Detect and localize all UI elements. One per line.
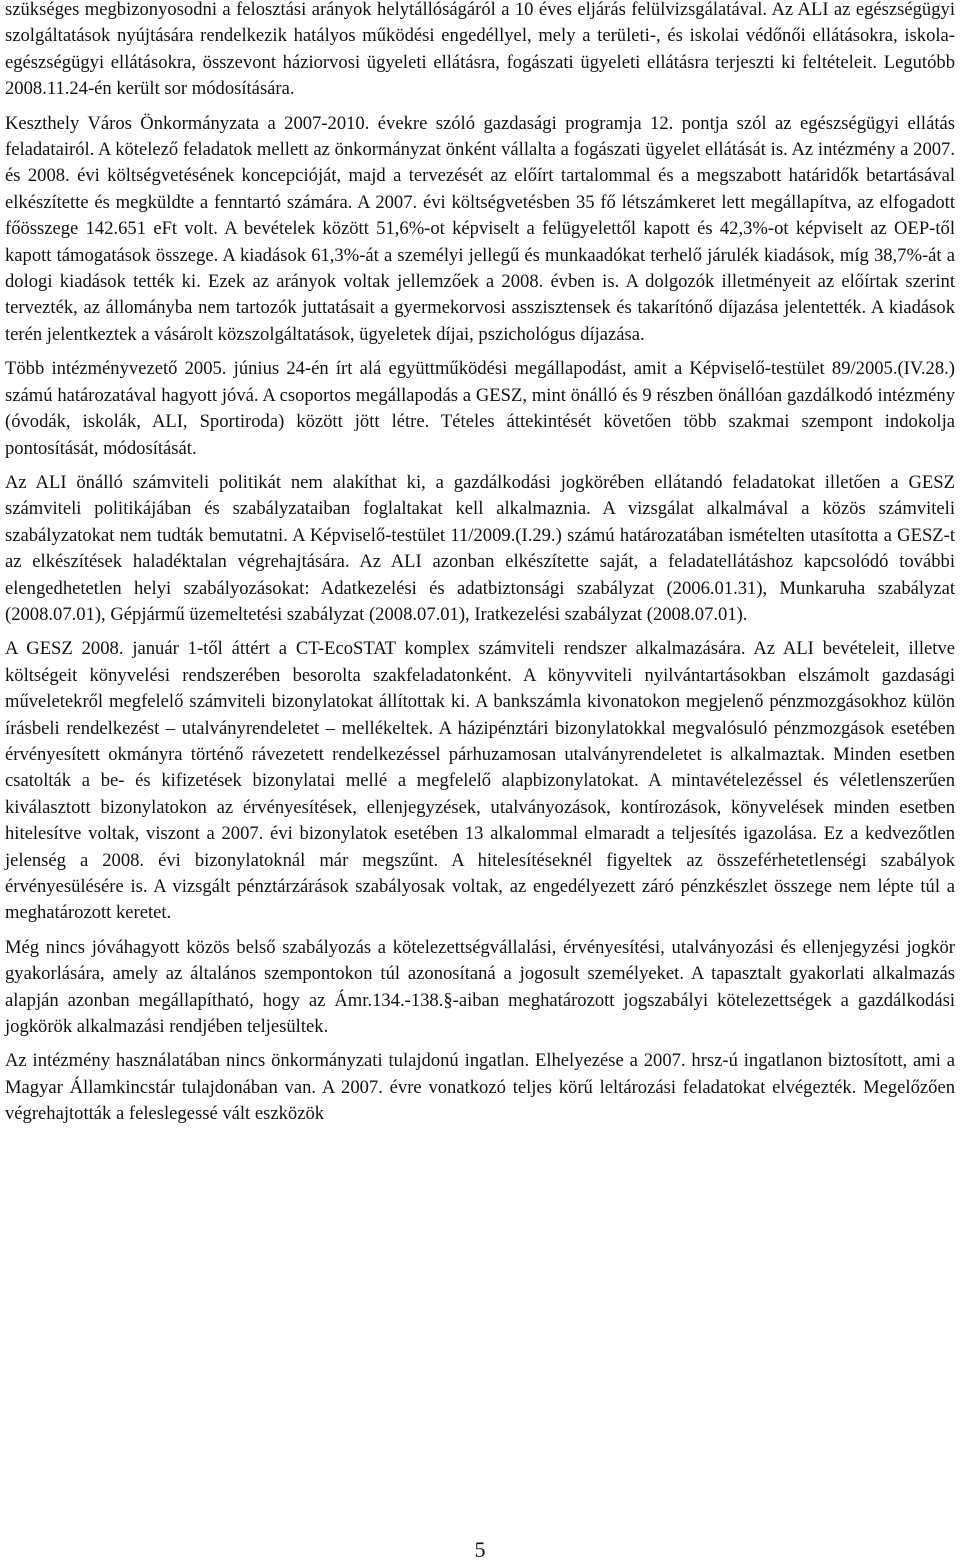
page-number: 5 bbox=[474, 1537, 486, 1562]
paragraph-7: Az intézmény használatában nincs önkormányzati tulajdonú ingatlan. Elhelyezése a 2007. hrsz-ú ingatlanon biztosított, ami a Magyar Államkincstár tulajdonában van. A 2007. évre vonatkozó teljes körű leltározási feladatokat elvégezték. Megelőzően végrehajtották a feleslegessé vált eszközök bbox=[5, 1050, 955, 1125]
document-page bbox=[5, 0, 955, 1128]
paragraph-2: Keszthely Város Önkormányzata a 2007-2010. évekre szóló gazdasági programja 12. pontja szól az egészségügyi ellátás feladatairól. A kötelező feladatok mellett az önkormányzat önként vállalta a fogászati ügyelet ellátását is. Az intézmény a 2007. és 2008. évi költségvetésének koncepcióját, majd a tervezését az előírt tartalommal és a megszabott határidők betartásával elkészítette és megküldte a fenntartó számára. A 2007. évi költségvetésben 35 fő létszámkeret lett megállapítva, az elfogadott főösszege 142.651 eFt volt. A bevételek között 51,6%-ot képviselt a felügyelettől kapott és 42,3%-ot képviselt az OEP-től kapott támogatások összege. A kiadások 61,3%-át a személyi jellegű és munkaadókat terhelő járulék kiadások, míg 38,7%-át a dologi kiadások tették ki. Ezek az arányok voltak jellemzőek a 2008. évben is. A dolgozók illetményeit az előírtak szerint tervezték, az állományba nem tartozók juttatásait a gyermekorvosi asszisztensek és takarítónő díjazása jelentették. A kiadások terén jelentkeztek a vásárolt közszolgáltatások, ügyeletek díjai, pszichológus díjazása. bbox=[5, 112, 955, 345]
paragraph-3: Több intézményvezető 2005. június 24-én írt alá együttműködési megállapodást, amit a Képviselő-testület 89/2005.(IV.28.) számú határozatával hagyott jóvá. A csoportos megállapodás a GESZ, mint önálló és 9 részben önállóan gazdálkodó intézmény (óvodák, iskolák, ALI, Sportiroda) között jött létre. Tételes áttekintését követően több szakmai szempont indokolja pontosítását, módosítását. bbox=[5, 358, 955, 459]
paragraph-5: A GESZ 2008. január 1-től áttért a CT-EcoSTAT komplex számviteli rendszer alkalmazására. Az ALI bevételeit, illetve költségeit könyvelési rendszerében besorolta szakfeladatonként. A könyvviteli nyilvántartásokban elszámolt gazdasági műveletekről megfelelő számviteli bizonylatokat állítottak ki. A bankszámla kivonatokon megjelenő pénzmozgásokhoz külön írásbeli rendelkezést – utalványrendeletet – mellékeltek. A házipénztári bizonylatokkal megvalósuló pénzmozgások esetében érvényesített okmányra történő rávezetett rendelkezéssel párhuzamosan utalványrendeletet is alkalmaztak. Minden esetben csatolták a be- és kifizetések bizonylatai mellé a megfelelő alapbizonylatokat. A mintavételezéssel és véletlenszerűen kiválasztott bizonylatokon az érvényesítések, ellenjegyzések, utalványozások, kontírozások, könyvelések minden esetben hitelesítve voltak, viszont a 2007. évi bizonylatok esetében 13 alkalommal elmaradt a teljesítés igazolása. Ez a kedvezőtlen jelenség a 2008. évi bizonylatoknál már megszűnt. A hitelesítéseknél figyeltek az összeférhetetlenségi szabályok érvényesülésére is. A vizsgált pénztárzárások szabályosak voltak, az engedélyezett záró pénzkészlet összege nem lépte túl a meghatározott keretet. bbox=[5, 638, 955, 924]
paragraph-6: Még nincs jóváhagyott közös belső szabályozás a kötelezettségvállalási, érvényesítési, utalványozási és ellenjegyzési jogkör gyakorlására, amely az általános szempontokon túl azonosítaná a jogosult személyeket. A tapasztalt gyakorlati alkalmazás alapján azonban megállapítható, hogy az Ámr.134.-138.§-aiban meghatározott jogszabályi kötelezettségek a gazdálkodási jogkörök alkalmazási rendjében teljesültek. bbox=[5, 936, 955, 1038]
paragraph-4: Az ALI önálló számviteli politikát nem alakíthat ki, a gazdálkodási jogkörében ellátandó feladatokat illetően a GESZ számviteli politikájában és szabályzataiban foglaltakat kell alkalmaznia. A vizsgálat alkalmával a közös számviteli szabályzatokat nem tudták bemutatni. A Képviselő-testület 11/2009.(I.29.) számú határozatában ismételten utasította a GESZ-t az elkészítések haladéktalan végrehajtására. Az ALI azonban elkészítette saját, a feladatellátáshoz kapcsolódó további elengedhetetlen helyi szabályozásokat: Adatkezelési és adatbiztonsági szabályzat (2006.01.31), Munkaruha szabályzat (2008.07.01), Gépjármű üzemeltetési szabályzat (2008.07.01), Iratkezelési szabályzat (2008.07.01). bbox=[5, 471, 955, 625]
paragraph-1: szükséges megbizonyosodni a felosztási arányok helytállóságáról a 10 éves eljárás felülvizsgálatával. Az ALI az egészségügyi szolgáltatások nyújtására rendelkezik hatályos működési engedéllyel, mely a területi-, és iskolai védőnői ellátásokra, iskola-egészségügyi ellátásokra, összevont háziorvosi ügyeleti ellátásra, fogászati ügyeleti ellátásra terjeszti ki feltételeit. Legutóbb 2008.11.24-én került sor módosítására. bbox=[5, 0, 955, 100]
